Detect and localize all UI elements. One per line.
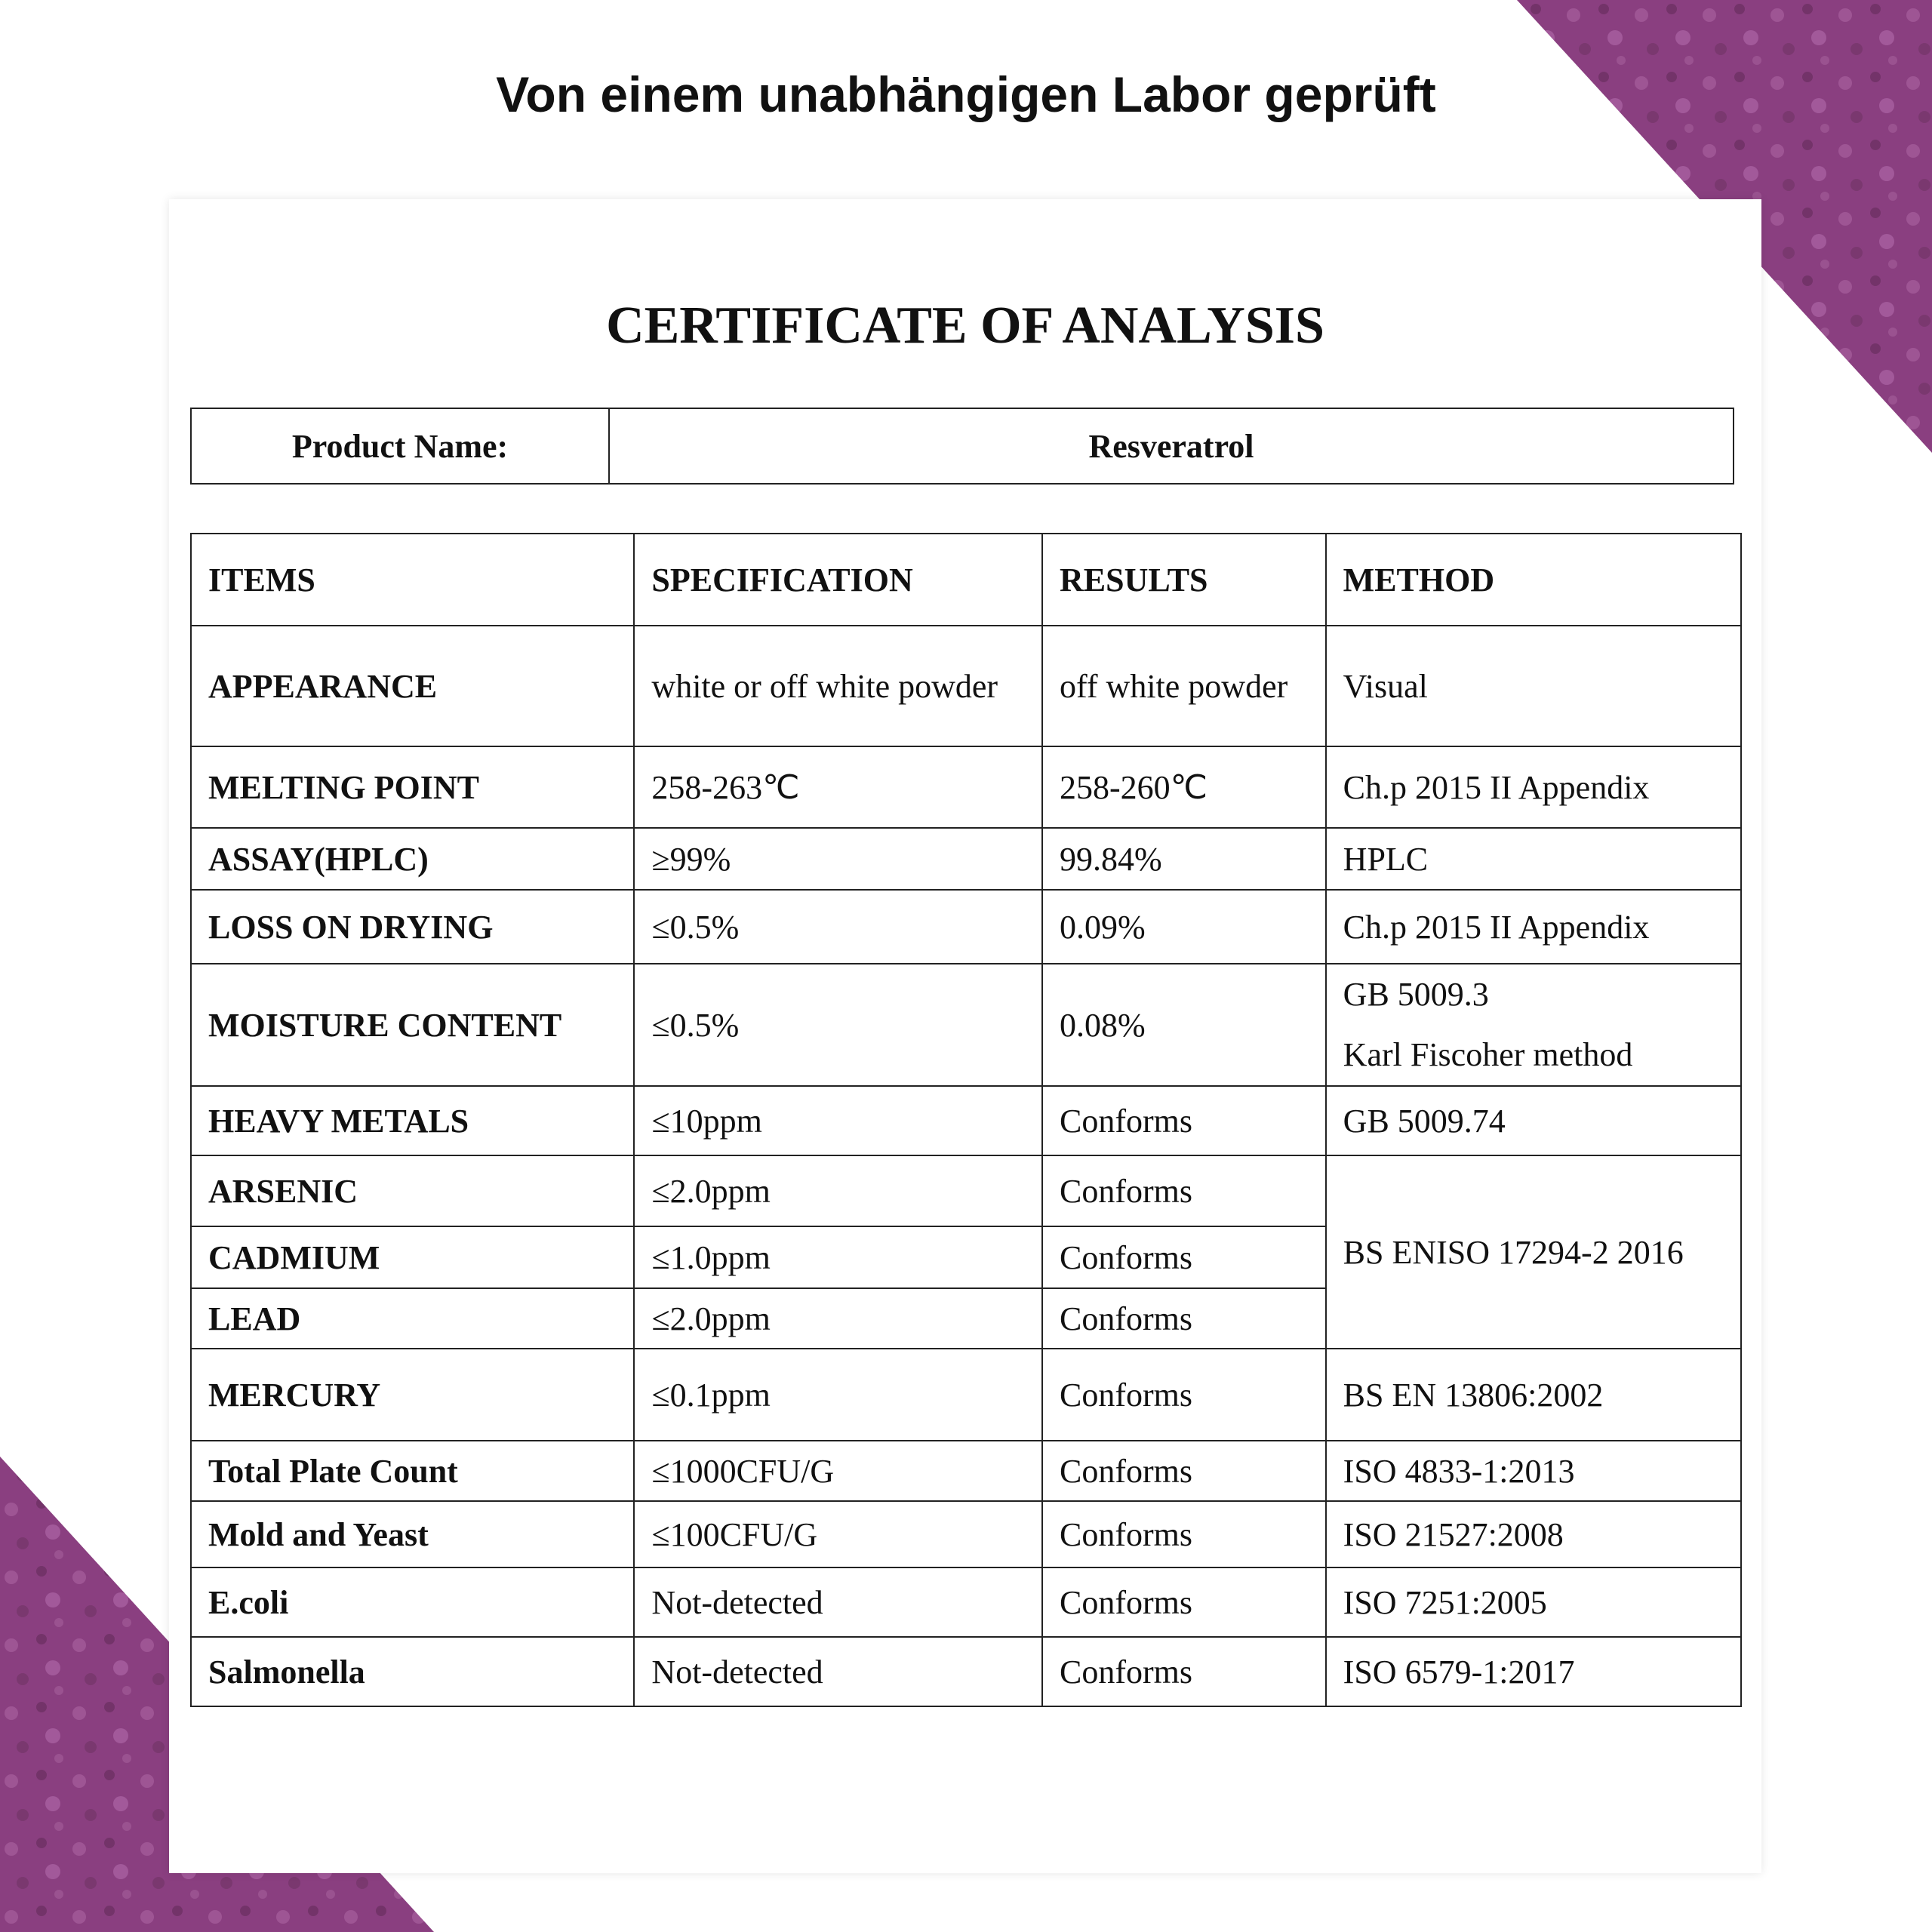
spec-cell: ≤0.5%: [634, 890, 1042, 964]
method-cell: HPLC: [1326, 828, 1741, 890]
item-cell: Total Plate Count: [191, 1441, 634, 1501]
result-cell: Conforms: [1042, 1155, 1326, 1226]
result-cell: 99.84%: [1042, 828, 1326, 890]
result-cell: Conforms: [1042, 1567, 1326, 1637]
spec-cell: 258-263℃: [634, 746, 1042, 828]
spec-cell: ≤2.0ppm: [634, 1155, 1042, 1226]
spec-cell: white or off white powder: [634, 626, 1042, 746]
spec-cell: ≤1000CFU/G: [634, 1441, 1042, 1501]
header-results: RESULTS: [1042, 534, 1326, 626]
spec-cell: ≤0.5%: [634, 964, 1042, 1086]
spec-cell: ≥99%: [634, 828, 1042, 890]
table-row: [191, 1086, 1741, 1155]
method-cell: GB 5009.74: [1326, 1086, 1741, 1155]
method-cell: BS ENISO 17294-2 2016: [1326, 1155, 1741, 1349]
method-cell: Ch.p 2015 II Appendix: [1326, 890, 1741, 964]
spec-cell: Not-detected: [634, 1637, 1042, 1706]
result-cell: Conforms: [1042, 1349, 1326, 1441]
result-cell: off white powder: [1042, 626, 1326, 746]
spec-cell: ≤0.1ppm: [634, 1349, 1042, 1441]
item-cell: LOSS ON DRYING: [191, 890, 634, 964]
headline: Von einem unabhängigen Labor geprüft: [496, 66, 1436, 122]
table-row: [191, 964, 1741, 1086]
table-row: [191, 1567, 1741, 1637]
certificate-card: [169, 199, 1761, 1873]
method-cell: ISO 4833-1:2013: [1326, 1441, 1741, 1501]
result-cell: 0.09%: [1042, 890, 1326, 964]
result-cell: Conforms: [1042, 1501, 1326, 1567]
certificate-title: CERTIFICATE OF ANALYSIS: [606, 297, 1324, 355]
method-cell: ISO 21527:2008: [1326, 1501, 1741, 1567]
spec-cell: Not-detected: [634, 1567, 1042, 1637]
item-cell: LEAD: [191, 1288, 634, 1349]
item-cell: ARSENIC: [191, 1155, 634, 1226]
method-cell: Visual: [1326, 626, 1741, 746]
result-cell: Conforms: [1042, 1288, 1326, 1349]
result-cell: Conforms: [1042, 1441, 1326, 1501]
item-cell: APPEARANCE: [191, 626, 634, 746]
item-cell: CADMIUM: [191, 1226, 634, 1288]
table-row: [191, 1637, 1741, 1706]
item-cell: MELTING POINT: [191, 746, 634, 828]
result-cell: Conforms: [1042, 1637, 1326, 1706]
result-cell: Conforms: [1042, 1086, 1326, 1155]
item-cell: ASSAY(HPLC): [191, 828, 634, 890]
table-row: [191, 1441, 1741, 1501]
method-line: GB 5009.3: [1343, 976, 1489, 1013]
header-method: METHOD: [1326, 534, 1741, 626]
product-value: Resveratrol: [609, 408, 1734, 484]
table-row: [191, 626, 1741, 746]
item-cell: Mold and Yeast: [191, 1501, 634, 1567]
method-cell: ISO 7251:2005: [1326, 1567, 1741, 1637]
product-table: [190, 408, 1734, 485]
product-label: Product Name:: [191, 408, 609, 484]
spec-cell: ≤2.0ppm: [634, 1288, 1042, 1349]
spec-cell: ≤1.0ppm: [634, 1226, 1042, 1288]
method-cell: Ch.p 2015 II Appendix: [1326, 746, 1741, 828]
item-cell: MOISTURE CONTENT: [191, 964, 634, 1086]
table-row: [191, 828, 1741, 890]
result-cell: Conforms: [1042, 1226, 1326, 1288]
table-row: [191, 1349, 1741, 1441]
analysis-table: [190, 533, 1742, 1707]
table-row: [191, 1155, 1741, 1226]
item-cell: E.coli: [191, 1567, 634, 1637]
result-cell: 0.08%: [1042, 964, 1326, 1086]
table-row: [191, 1501, 1741, 1567]
table-header-row: [191, 534, 1741, 626]
result-cell: 258-260℃: [1042, 746, 1326, 828]
method-cell: BS EN 13806:2002: [1326, 1349, 1741, 1441]
item-cell: HEAVY METALS: [191, 1086, 634, 1155]
spec-cell: ≤10ppm: [634, 1086, 1042, 1155]
spec-cell: ≤100CFU/G: [634, 1501, 1042, 1567]
item-cell: MERCURY: [191, 1349, 634, 1441]
table-row: [191, 746, 1741, 828]
header-items: ITEMS: [191, 534, 634, 626]
item-cell: Salmonella: [191, 1637, 634, 1706]
method-cell: [1326, 964, 1741, 1086]
method-line: Karl Fiscoher method: [1343, 1036, 1633, 1073]
product-row: [191, 408, 1734, 484]
header-specification: SPECIFICATION: [634, 534, 1042, 626]
method-cell: ISO 6579-1:2017: [1326, 1637, 1741, 1706]
table-row: [191, 890, 1741, 964]
